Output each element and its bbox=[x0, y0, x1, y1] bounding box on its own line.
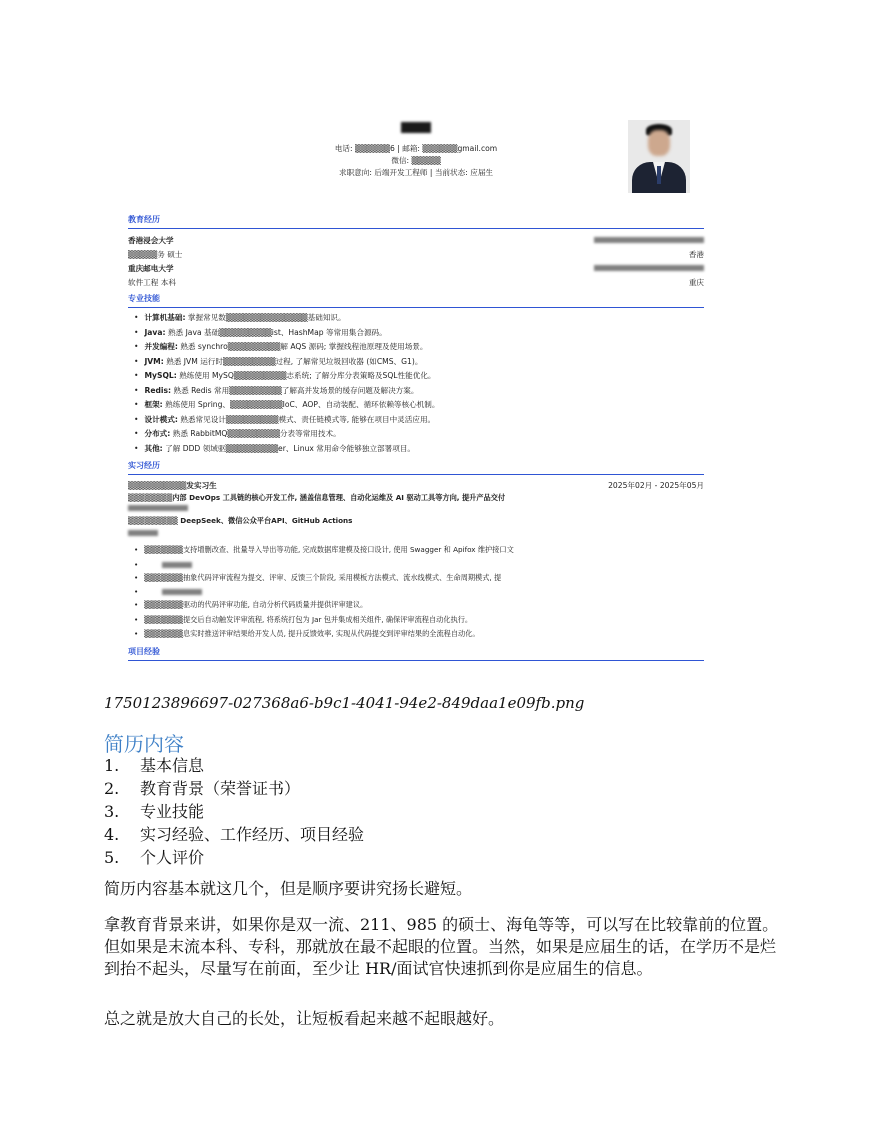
internship-point: • ▒▒▒▒▒▒▒驱动的代码评审功能, 自动分析代码质量并提供评审建议。 bbox=[128, 598, 704, 613]
skill-item: • 其他: 了解 DDD 领域驱▒▒▒▒▒▒▒▒▒er、Linux 常用命令能够独立部署项目。 bbox=[128, 442, 704, 457]
skill-item: • MySQL: 熟练使用 MySQ▒▒▒▒▒▒▒▒▒志系统; 了解分库分表策略及SQL性能优化。 bbox=[128, 369, 704, 384]
resume-contact-line: 电话: ▒▒▒▒▒▒6 | 邮箱: ▒▒▒▒▒▒gmail.com bbox=[334, 144, 498, 153]
resume-photo bbox=[628, 120, 690, 193]
education-row: 香港浸会大学 bbox=[128, 233, 704, 247]
resume-header bbox=[128, 110, 704, 210]
education-row: 软件工程 本科 重庆 bbox=[128, 277, 704, 287]
skill-item: • Redis: 熟悉 Redis 常用▒▒▒▒▒▒▒▒▒了解高并发场景的缓存问题及解决方案。 bbox=[128, 384, 704, 399]
internship-points bbox=[128, 543, 704, 642]
list-item: 2. 教育背景（荣誉证书） bbox=[104, 779, 301, 798]
skills-list bbox=[128, 311, 704, 456]
education-row: ▒▒▒▒▒务 硕士 香港 bbox=[128, 249, 704, 259]
skill-item: • 分布式: 熟悉 RabbitMQ▒▒▒▒▒▒▒▒▒分表等常用技术。 bbox=[128, 427, 704, 442]
skill-item: • 框架: 熟练使用 Spring、▒▒▒▒▒▒▒▒▒IoC、AOP、自动装配、循环依赖等核心机制。 bbox=[128, 398, 704, 413]
section-skills-title: 专业技能 bbox=[128, 293, 704, 308]
skill-item: • 计算机基础: 掌握常见数▒▒▒▒▒▒▒▒▒▒▒▒▒▒基础知识。 bbox=[128, 311, 704, 326]
list-item: 1. 基本信息 bbox=[104, 756, 205, 775]
paragraph: 简历内容基本就这几个，但是顺序要讲究扬长避短。 bbox=[104, 879, 473, 898]
paragraph: 拿教育背景来讲，如果你是双一流、211、985 的硕士、海龟等等，可以写在比较靠前的位置。但如果是末流本科、专科，那就放在最不起眼的位置。当然，如果是应届生的话，在学历不是烂到抬不起头，尽量写在前面，至少让 HR/面试官快速抓到你是应届生的信息。 bbox=[104, 915, 779, 978]
resume-intent-line: 求职意向: 后端开发工程师 | 当前状态: 应届生 bbox=[338, 168, 494, 177]
section-internship-title: 实习经历 bbox=[128, 460, 704, 475]
skill-item: • JVM: 熟悉 JVM 运行时▒▒▒▒▒▒▒▒▒过程, 了解常见垃圾回收器 (如CMS、G1)。 bbox=[128, 355, 704, 370]
resume-image bbox=[128, 110, 704, 682]
internship-desc: ▒▒▒▒▒▒▒▒内部 DevOps 工具链的核心开发工作, 涵盖信息管理、自动化运维及 AI 驱动工具等方向, 提升产品交付 bbox=[128, 493, 506, 502]
skill-item: • Java: 熟悉 Java 基础▒▒▒▒▒▒▒▒▒ist、HashMap 等常用集合源码。 bbox=[128, 326, 704, 341]
skill-item: • 并发编程: 熟悉 synchro▒▒▒▒▒▒▒▒▒解 AQS 源码; 掌握线程池原理及使用场景。 bbox=[128, 340, 704, 355]
internship-point: • ▒▒▒▒▒▒▒抽象代码评审流程为提交、评审、反馈三个阶段, 采用模板方法模式、流水线模式、生命周期模式, 提 bbox=[128, 571, 704, 586]
internship-tech: ▒▒▒▒▒▒▒▒▒ DeepSeek、微信公众平台API、GitHub Actions bbox=[128, 516, 353, 525]
resume-wechat-line: 微信: ▒▒▒▒▒ bbox=[391, 156, 441, 165]
internship-point: • ▒▒▒▒▒▒▒提交后自动触发评审流程, 将系统打包为 Jar 包并集成相关组件, 确保评审流程自动化执行。 bbox=[128, 613, 704, 628]
section-projects-title: 项目经验 bbox=[128, 646, 704, 661]
skill-item: • 设计模式: 熟悉常见设计▒▒▒▒▒▒▒▒▒模式、责任链模式等, 能够在项目中灵活应用。 bbox=[128, 413, 704, 428]
list-item: 3. 专业技能 bbox=[104, 802, 205, 821]
content-list bbox=[104, 754, 364, 869]
internship-point: • ▒▒▒▒▒▒▒息实时推送评审结果给开发人员, 提升反馈效率, 实现从代码提交到评审结果的全流程自动化。 bbox=[128, 627, 704, 642]
resume-name bbox=[128, 120, 704, 133]
education-row: 重庆邮电大学 bbox=[128, 261, 704, 275]
section-heading: 简历内容 bbox=[104, 732, 184, 756]
internship-header: ▒▒▒▒▒▒▒▒▒▒发实习生 2025年02月 - 2025年05月 bbox=[128, 480, 704, 490]
section-education-title: 教育经历 bbox=[128, 214, 704, 229]
internship-point: • ▒▒▒▒▒▒▒支持增删改查、批量导入导出等功能, 完成数据库建模及接口设计, 使用 Swagger 和 Apifox 维护接口文 bbox=[128, 543, 704, 558]
list-item: 5. 个人评价 bbox=[104, 848, 205, 867]
list-item: 4. 实习经验、工作经历、项目经验 bbox=[104, 825, 365, 844]
image-caption: 1750123896697-027368a6-b9c1-4041-94e2-849daa1e09fb.png bbox=[104, 694, 585, 712]
paragraph: 总之就是放大自己的长处，让短板看起来越不起眼越好。 bbox=[104, 1009, 505, 1028]
